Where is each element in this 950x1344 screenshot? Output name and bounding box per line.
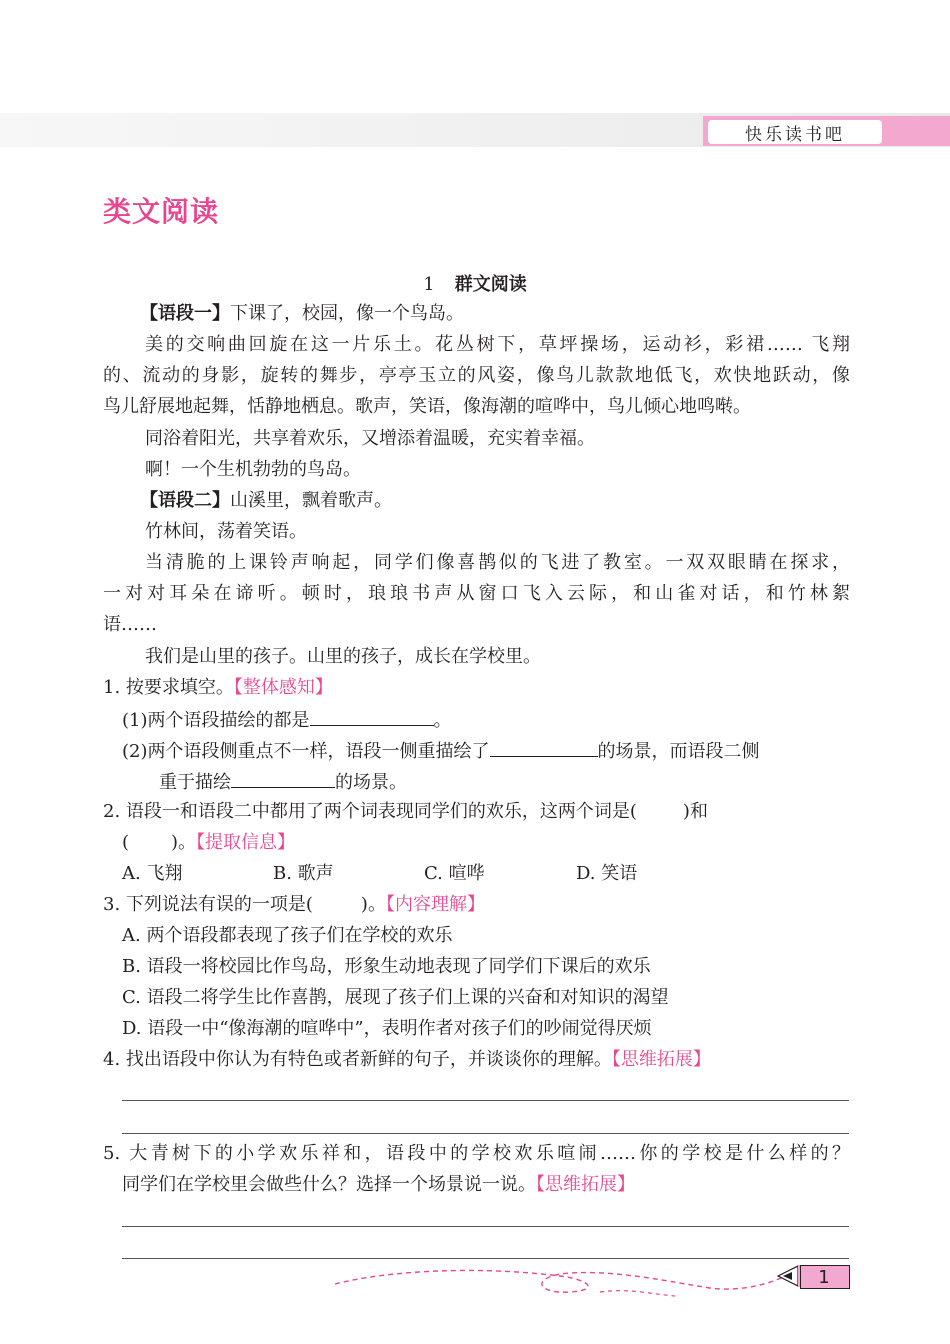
answer-blank[interactable] — [231, 769, 335, 788]
question-1-2 — [122, 738, 760, 764]
question-text: 重于描绘 — [159, 772, 231, 793]
question-text: (2)两个语段侧重点不一样，语段一侧重描绘了 — [122, 741, 490, 762]
passage-label: 【语段一】 — [140, 303, 230, 324]
option-d[interactable]: D. 笑语 — [576, 863, 638, 884]
passage-line — [140, 302, 464, 326]
question-1-1 — [122, 707, 452, 733]
question-text: )。 — [360, 894, 386, 915]
question-2-cont — [122, 831, 295, 855]
footer-decoration — [330, 1262, 800, 1302]
question-tag: 【思维拓展】 — [536, 1174, 635, 1195]
question-tag: 【内容理解】 — [385, 894, 485, 915]
answer-blank[interactable] — [310, 707, 434, 726]
question-1-2-cont — [159, 769, 407, 795]
passage-line: 同浴着阳光，共享着欢乐，又增添着温暖，充实着幸福。 — [145, 428, 595, 449]
question-5-cont — [122, 1173, 635, 1197]
passage-line: 语…… — [103, 614, 157, 635]
answer-line[interactable] — [122, 1226, 849, 1227]
passage-line: 当清脆的上课铃声响起，同学们像喜鹊似的飞进了教室。一双双眼睛在探求， — [145, 552, 850, 573]
header-tab — [708, 120, 882, 144]
dashed-swirl-2 — [600, 1291, 675, 1296]
passage-label: 【语段二】 — [140, 490, 230, 511]
question-tag: 【思维拓展】 — [611, 1049, 711, 1070]
question-3 — [103, 893, 485, 917]
option-c[interactable]: C. 语段二将学生比作喜鹊，展现了孩子们上课的兴奋和对知识的渴望 — [122, 987, 669, 1008]
header-tab-label: 快乐读书吧 — [745, 124, 845, 145]
answer-line[interactable] — [122, 1100, 849, 1101]
answer-line[interactable] — [122, 1133, 849, 1134]
question-text: 2. 语段一和语段二中都用了两个词表现同学们的欢乐，这两个词是( — [103, 801, 637, 822]
page-number: 1 — [818, 1266, 830, 1288]
option-c[interactable]: C. 喧哗 — [424, 863, 485, 884]
question-text: )和 — [682, 801, 708, 822]
dashed-swirl — [335, 1270, 785, 1292]
passage-text: 下课了，校园，像一个鸟岛。 — [230, 303, 464, 324]
article-title-text: 群文阅读 — [454, 274, 527, 295]
question-1 — [103, 676, 333, 700]
option-b[interactable]: B. 歌声 — [273, 863, 334, 884]
passage-line: 鸟儿舒展地起舞，恬静地栖息。歌声，笑语，像海潮的喧哗中，鸟儿倾心地鸣啭。 — [103, 396, 751, 417]
option-d[interactable]: D. 语段一中“像海潮的喧哗中”，表明作者对孩子们的吵闹觉得厌烦 — [122, 1018, 652, 1039]
passage-text: 山溪里，飘着歌声。 — [230, 490, 392, 511]
passage-line: 啊！一个生机勃勃的鸟岛。 — [145, 459, 361, 480]
question-text: 3. 下列说法有误的一项是( — [103, 894, 313, 915]
question-text: ( — [122, 832, 130, 853]
section-title: 类文阅读 — [103, 195, 220, 228]
option-a[interactable]: A. 两个语段都表现了孩子们在学校的欢乐 — [122, 925, 453, 946]
article-title — [0, 270, 950, 296]
question-text: )。 — [171, 832, 197, 853]
option-a[interactable]: A. 飞翔 — [122, 863, 183, 884]
article-number: 1 — [423, 274, 435, 295]
question-text: (1)两个语段描绘的都是 — [122, 710, 310, 731]
passage-line: 的、流动的身影，旋转的舞步，亭亭玉立的风姿，像鸟儿款款地低飞，欢快地跃动，像 — [103, 365, 850, 386]
passage-line: 一对对耳朵在谛听。顿时，琅琅书声从窗口飞入云际，和山雀对话，和竹林絮 — [103, 583, 850, 604]
question-tag: 【整体感知】 — [233, 677, 333, 698]
question-text: 同学们在学校里会做些什么？选择一个场景说一说。 — [122, 1174, 536, 1195]
question-tag: 【提取信息】 — [196, 832, 296, 853]
question-text: 。 — [433, 710, 452, 731]
option-b[interactable]: B. 语段一将校园比作鸟岛，形象生动地表现了同学们下课后的欢乐 — [122, 956, 651, 977]
answer-blank[interactable] — [490, 738, 598, 757]
passage-line: 我们是山里的孩子。山里的孩子，成长在学校里。 — [145, 646, 541, 667]
passage-line — [140, 489, 392, 513]
passage-line: 竹林间，荡着笑语。 — [145, 521, 307, 542]
question-text: 1. 按要求填空。 — [103, 677, 234, 698]
question-text: 4. 找出语段中你认为有特色或者新鲜的句子，并谈谈你的理解。 — [103, 1049, 612, 1070]
question-4 — [103, 1048, 711, 1072]
question-5: 5. 大青树下的小学欢乐祥和，语段中的学校欢乐喧闹……你的学校是什么样的？ — [103, 1143, 850, 1164]
answer-line[interactable] — [122, 1258, 849, 1259]
passage-line: 美的交响曲回旋在这一片乐土。花丛树下，草坪操场，运动衫，彩裙…… 飞翔 — [145, 334, 850, 355]
question-2 — [103, 800, 850, 824]
question-text: 的场景。 — [335, 772, 407, 793]
question-text: 的场景，而语段二侧 — [597, 741, 760, 762]
